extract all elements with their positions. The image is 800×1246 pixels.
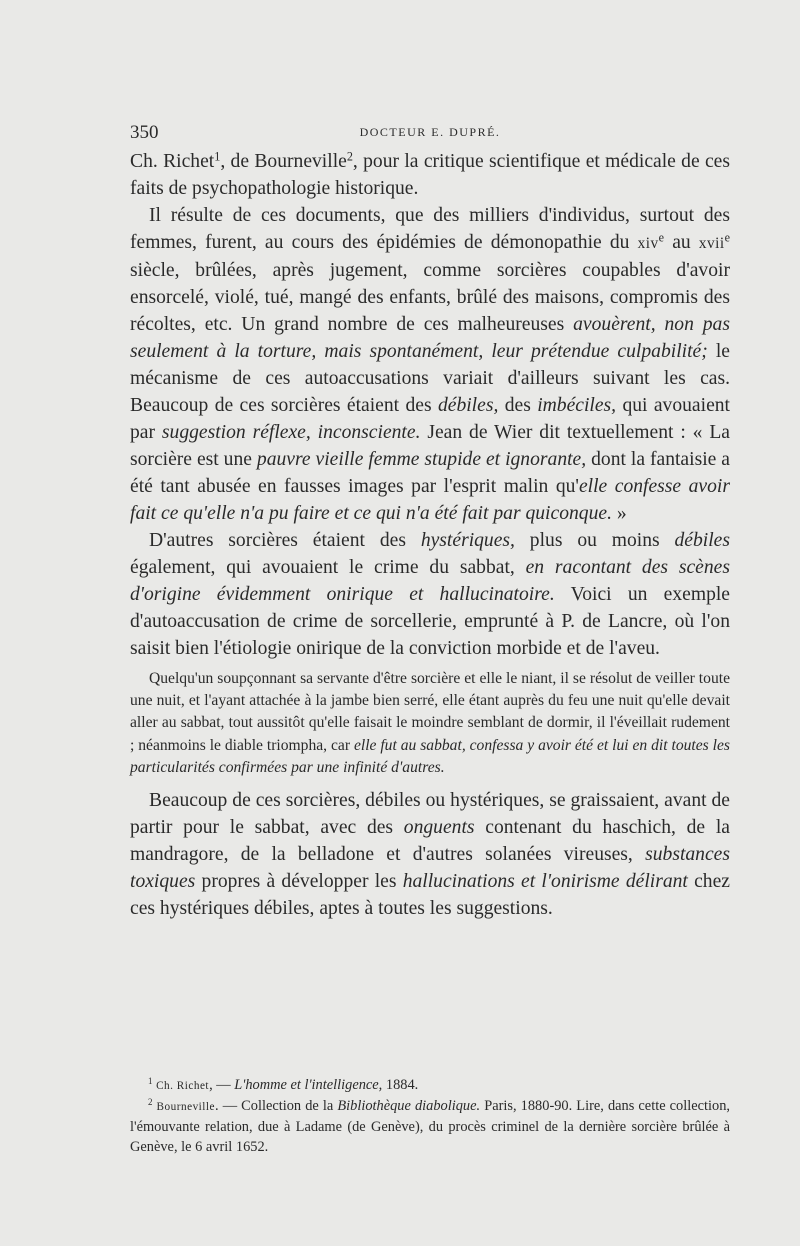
running-head	[130, 122, 730, 144]
footnote-ref[interactable]: 2	[346, 149, 353, 164]
footnotes	[130, 1075, 730, 1157]
block-quote: Quelqu'un soupçonnant sa servante d'être sorcière et elle le niant, il se résolut de veiller toute une nuit, et l'ayant attachée à la jambe bien serré, elle étant auprès du feu une nuit qu'elle devait aller au sabbat, tout aussitôt qu'elle faisait le moindre semblant de dormir, il l'éveillait rudement ; néanmoins le diable triompha, car elle fut au sabbat, confessa y avoir été et lui en dit toutes les particularités confirmées par une infinité d'autres.	[130, 670, 730, 776]
running-title: DOCTEUR E. DUPRÉ.	[359, 125, 501, 139]
footnote-ref[interactable]: 1	[214, 149, 221, 164]
page-number: 350	[130, 122, 159, 143]
body-text	[130, 148, 730, 922]
footnote-1: $^1$ Ch. Richet, — L'homme et l'intelligence, 1884.	[148, 1076, 419, 1093]
paragraph-4: Beaucoup de ces sorcières, débiles ou hystériques, se graissaient, avant de partir pour le sabbat, avec des onguents contenant du haschich, de la mandragore, de la belladone et d'autres solanées vireuses, substances toxiques propres à développer les hallucinations et l'onirisme délirant chez ces hystériques débiles, aptes à toutes les suggestions.	[130, 790, 730, 920]
paragraph-1: Ch. Richet$^1$, de Bourneville$^2$, pour la critique scientifique et médicale de ces faits de psychopathologie historique.	[130, 149, 730, 199]
footnote-2: $^2$ Bourneville. — Collection de la Bibliothèque diabolique. Paris, 1880-90. Lire, dans cette collection, l'émouvante relation, due à Ladame (de Genève), du procès criminel de la dernière sorcière brûlée à Genève, le 6 avril 1652.	[130, 1097, 730, 1155]
paragraph-3: D'autres sorcières étaient des hystériques, plus ou moins débiles également, qui avouaient le crime du sabbat, en racontant des scènes d'origine évidemment onirique et hallucinatoire. Voici un exemple d'autoaccusation de crime de sorcellerie, emprunté à P. de Lancre, où l'on saisit bien l'étiologie onirique de la conviction morbide et de l'aveu.	[130, 530, 731, 659]
paragraph-2: Il résulte de ces documents, que des milliers d'individus, surtout des femmes, furent, au cours des épidémies de démonopathie du xiv$^e$ au xvii$^e$ siècle, brûlées, après jugement, comme sorcières coupables d'avoir ensorcelé, violé, tué, mangé des enfants, brûlé des maisons, compromis des récoltes, etc. Un grand nombre de ces malheureuses avouèrent, non pas seulement à la torture, mais spontanément, leur prétendue culpabilité; le mécanisme de ces autoaccusations variait d'ailleurs suivant les cas. Beaucoup de ces sorcières étaient des débiles, des imbéciles, qui avouaient par suggestion réflexe, inconsciente. Jean de Wier dit textuellement : « La sorcière est une pauvre vieille femme stupide et ignorante, dont la fantaisie a été tant abusée en fausses images par l'esprit malin qu'elle confesse avoir fait ce qu'elle n'a pu faire et ce qui n'a été fait par quiconque. »	[130, 205, 731, 524]
